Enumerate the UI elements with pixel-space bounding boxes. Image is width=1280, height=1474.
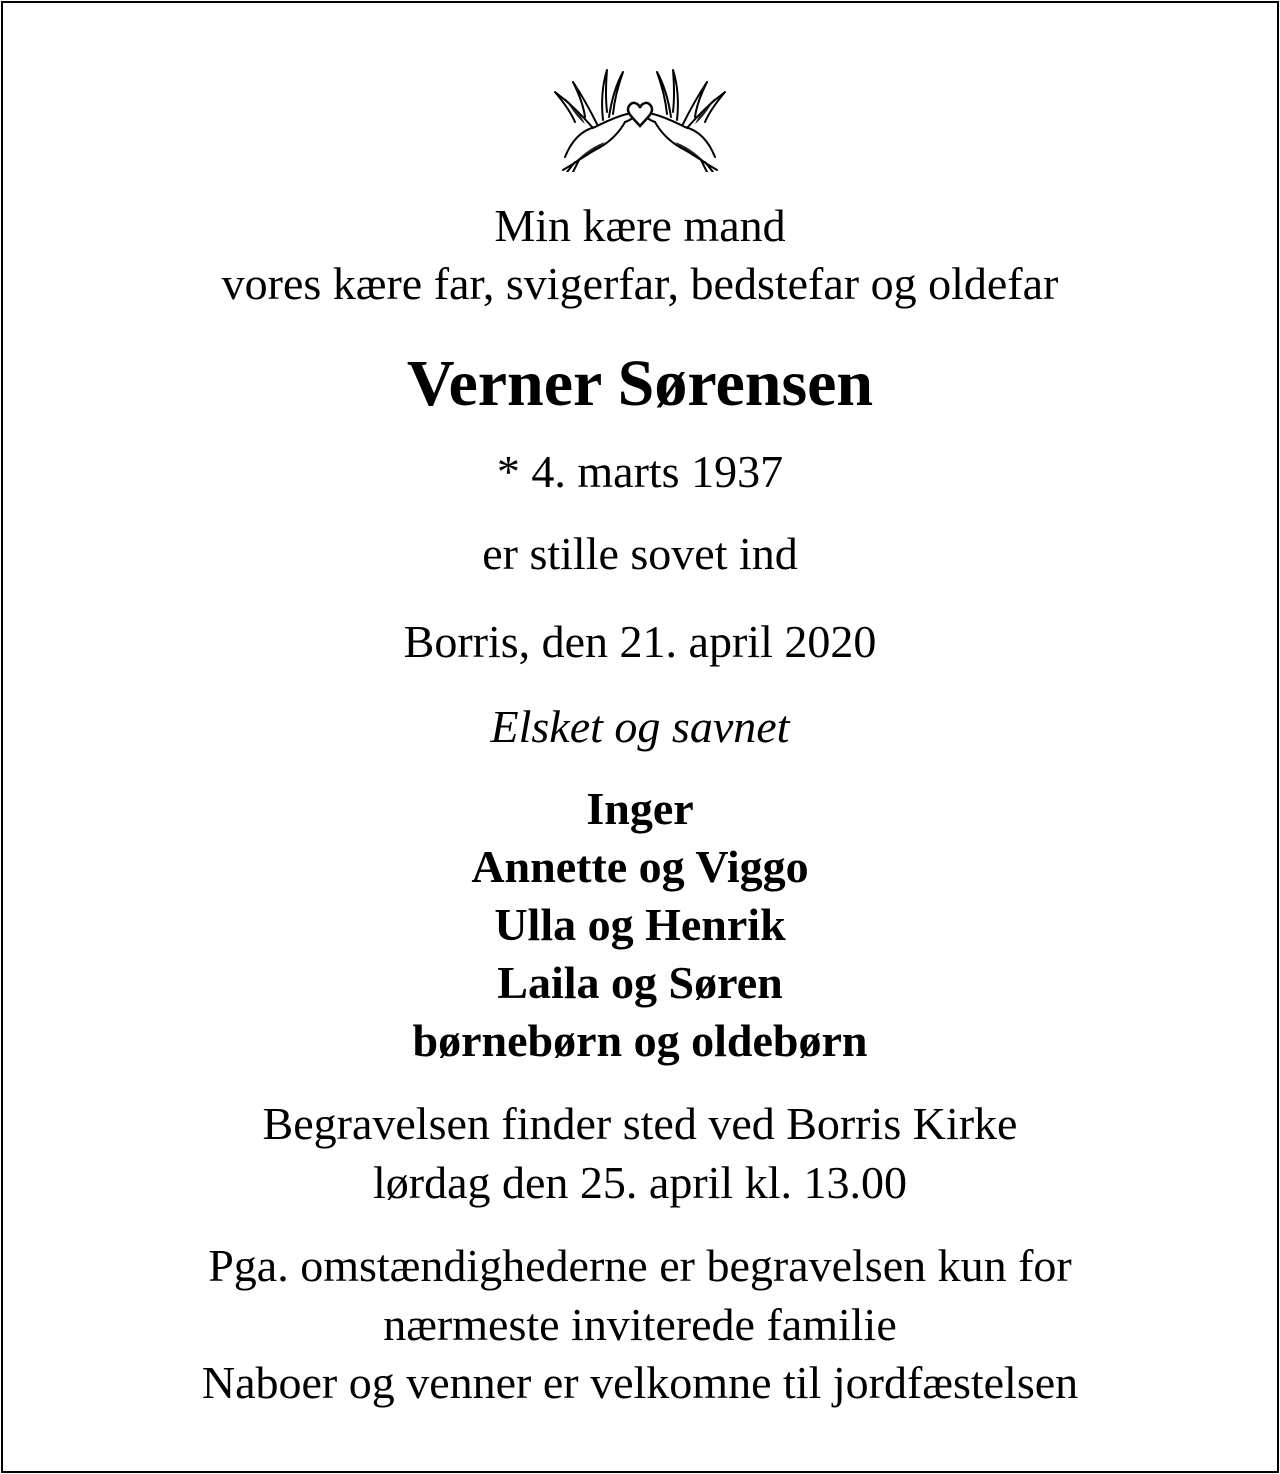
funeral-time: lørdag den 25. april kl. 13.00 [372, 1157, 907, 1208]
funeral-location: Begravelsen finder sted ved Borris Kirke [262, 1098, 1018, 1149]
farewell-text: Elsket og savnet [490, 701, 790, 752]
deceased-name: Verner Sørensen [406, 347, 874, 420]
notice-line-1: Pga. omstændighederne er begravelsen kun for [208, 1240, 1072, 1291]
notice-line-3: Naboer og venner er velkomne til jordfæstelsen [201, 1357, 1079, 1408]
place-and-date: Borris, den 21. april 2020 [403, 616, 877, 667]
mourner-name: børnebørn og oldebørn [412, 1015, 868, 1066]
mourner-name: Annette og Viggo [471, 841, 809, 892]
doves-with-heart-icon [545, 62, 735, 172]
passed-text: er stille sovet ind [482, 528, 798, 579]
notice-line-2: nærmeste inviterede familie [383, 1299, 897, 1350]
birth-date: * 4. marts 1937 [496, 446, 784, 497]
intro-line-1: Min kære mand [494, 200, 786, 251]
intro-line-2: vores kære far, svigerfar, bedstefar og oldefar [221, 258, 1059, 309]
mourner-name: Inger [586, 783, 694, 834]
mourner-name: Laila og Søren [497, 957, 783, 1008]
mourner-name: Ulla og Henrik [494, 899, 786, 950]
